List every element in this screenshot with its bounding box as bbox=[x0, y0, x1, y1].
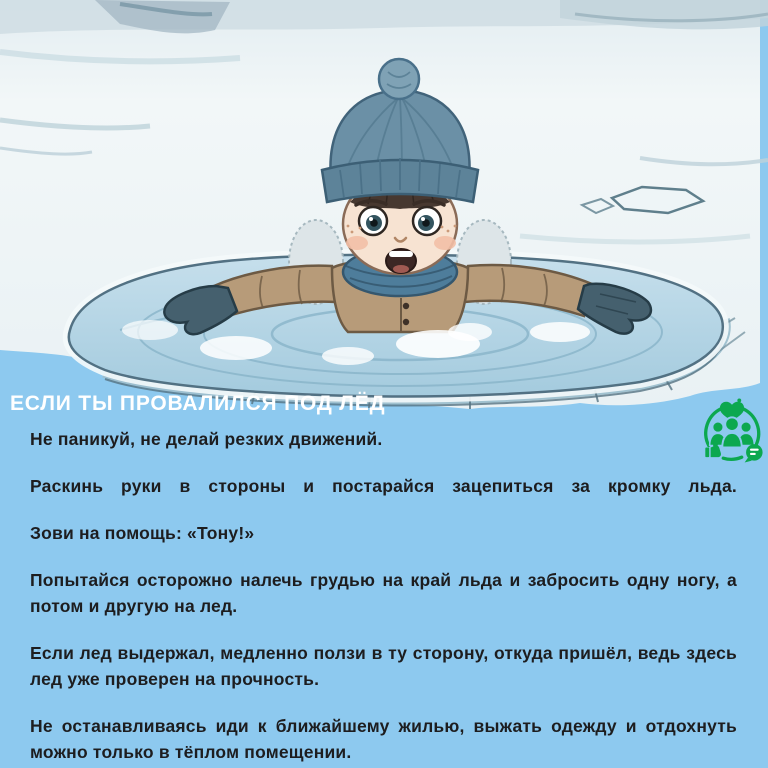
speech-bubble-icon bbox=[745, 444, 763, 462]
instruction-item: Раскинь руки в стороны и постарайся зацепиться за кромку льда. bbox=[30, 476, 737, 496]
instruction-item: Если лед выдержал, медленно ползи в ту сторону, откуда пришёл, ведь здесь лед уже проверен на прочность. bbox=[30, 643, 737, 689]
instruction-item: Не останавливаясь иди к ближайшему жилью, выжать одежду и отдохнуть можно только в тёплом помещении. bbox=[30, 716, 737, 762]
page-title: ЕСЛИ ТЫ ПРОВАЛИЛСЯ ПОД ЛЁД bbox=[10, 392, 386, 415]
instruction-item: Не паникуй, не делай резких движений. bbox=[30, 429, 383, 449]
instructions-panel bbox=[0, 386, 768, 768]
instruction-list bbox=[30, 426, 737, 768]
instruction-item: Попытайся осторожно налечь грудью на край льда и забросить одну ногу, а потом и другую на лед. bbox=[30, 570, 737, 616]
instruction-item: Зови на помощь: «Тону!» bbox=[30, 523, 255, 543]
